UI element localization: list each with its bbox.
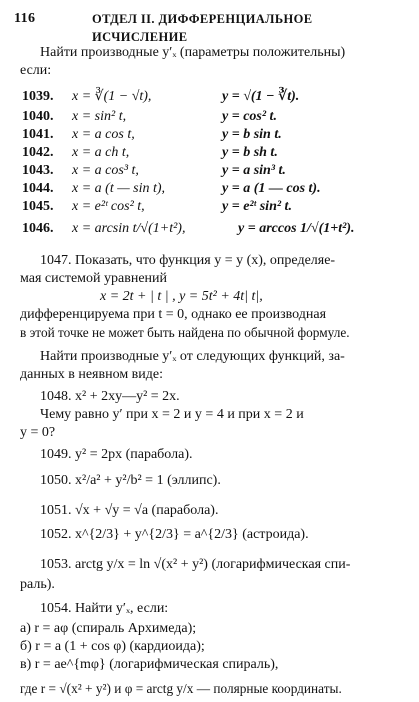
intro-line-1: Найти производные y′ₓ (параметры положительны) bbox=[40, 45, 346, 60]
problem-1051: 1051. √x + √y = √a (парабола). bbox=[40, 503, 219, 518]
intro2-line-1: Найти производные y′ₓ от следующих функций, за- bbox=[40, 349, 345, 364]
problem-1047-line: в этой точке не может быть найдена по обычной формуле. bbox=[20, 325, 350, 340]
intro-line-2: если: bbox=[20, 63, 52, 78]
problem-1054: 1054. Найти y′ₓ, если: bbox=[40, 601, 169, 616]
book-page: 116 ОТДЕЛ II. ДИФФЕРЕНЦИАЛЬНОЕ ИСЧИСЛЕНИЕ Найти производные y′ₓ (параметры положительны) если: 1039. x = ∛(1 − √t), y = √(1 − ∛t). 1040. x = sin² t, y = cos² t. 1041. x = a cos t, y = b sin t. 1042. x = a ch t, y = b sh t. 1043. x = a cos³ t, y = a sin³ t. 1044. x = a (t — sin t), y = a (1 — cos t). 1045. x = e²ᵗ cos² t, y = e²ᵗ sin² t. 1046. x = arcsin t/√(1+t²), y = arccos 1/√(1+t²). 1047. Показать, что функция y = y (x), определяе- мая системой уравнений x = 2t + | t | , y = 5t² + 4t| t|, дифференцируема при t = 0, однако ее производная в этой точке не может быть найдена по обычной формуле. Найти производные y′ₓ от следующих функций, за- данных в неявном виде: 1048. x² + 2xy—y² = 2x. Чему равно y′ при x = 2 и y = 4 и при x = 2 и y = 0? 1049. y² = 2px (парабола). 1050. x²/a² + y²/b² = 1 (эллипс). 1051. √x + √y = √a (парабола). 1052. x^{2/3} + y^{2/3} = a^{2/3} (астроида). 1053. arctg y/x = ln √(x² + y²) (логарифмическая спи- раль). 1054. Найти y′ₓ, если: а) r = aφ (спираль Архимеда); б) r = a (1 + cos φ) (кардиоида); в) r = ae^{mφ} (логарифмическая спираль), где r = √(x² + y²) и φ = arctg y/x — полярные координаты. bbox=[0, 0, 419, 702]
problem-1048: 1048. x² + 2xy—y² = 2x. bbox=[40, 389, 180, 404]
problem-1049: 1049. y² = 2px (парабола). bbox=[40, 447, 193, 462]
equation-system: x = 2t + | t | , y = 5t² + 4t| t|, bbox=[100, 289, 263, 304]
problem-1047-line: 1047. Показать, что функция y = y (x), определяе- bbox=[40, 253, 336, 268]
problem-1047-line: мая системой уравнений bbox=[20, 271, 168, 286]
problem-1048-question: y = 0? bbox=[20, 425, 56, 440]
problem-1050: 1050. x²/a² + y²/b² = 1 (эллипс). bbox=[40, 473, 221, 488]
problem-1047-line: дифференцируема при t = 0, однако ее производная bbox=[20, 307, 327, 322]
problem-1054-c: в) r = ae^{mφ} (логарифмическая спираль), bbox=[20, 657, 279, 672]
polar-coords-note: где r = √(x² + y²) и φ = arctg y/x — полярные координаты. bbox=[20, 681, 342, 696]
problem-1048-question: Чему равно y′ при x = 2 и y = 4 и при x = 2 и bbox=[40, 407, 304, 422]
section-title: ОТДЕЛ II. ДИФФЕРЕНЦИАЛЬНОЕ ИСЧИСЛЕНИЕ bbox=[92, 12, 313, 44]
page-header bbox=[14, 10, 389, 44]
problem-1054-a: а) r = aφ (спираль Архимеда); bbox=[20, 621, 197, 636]
problem-1054-b: б) r = a (1 + cos φ) (кардиоида); bbox=[20, 639, 205, 654]
problem-1053-cont: раль). bbox=[20, 577, 55, 592]
intro2-line-2: данных в неявном виде: bbox=[20, 367, 164, 382]
problem-1052: 1052. x^{2/3} + y^{2/3} = a^{2/3} (астроида). bbox=[40, 527, 309, 542]
page-number: 116 bbox=[14, 11, 36, 26]
problem-1053: 1053. arctg y/x = ln √(x² + y²) (логарифмическая спи- bbox=[40, 557, 351, 572]
